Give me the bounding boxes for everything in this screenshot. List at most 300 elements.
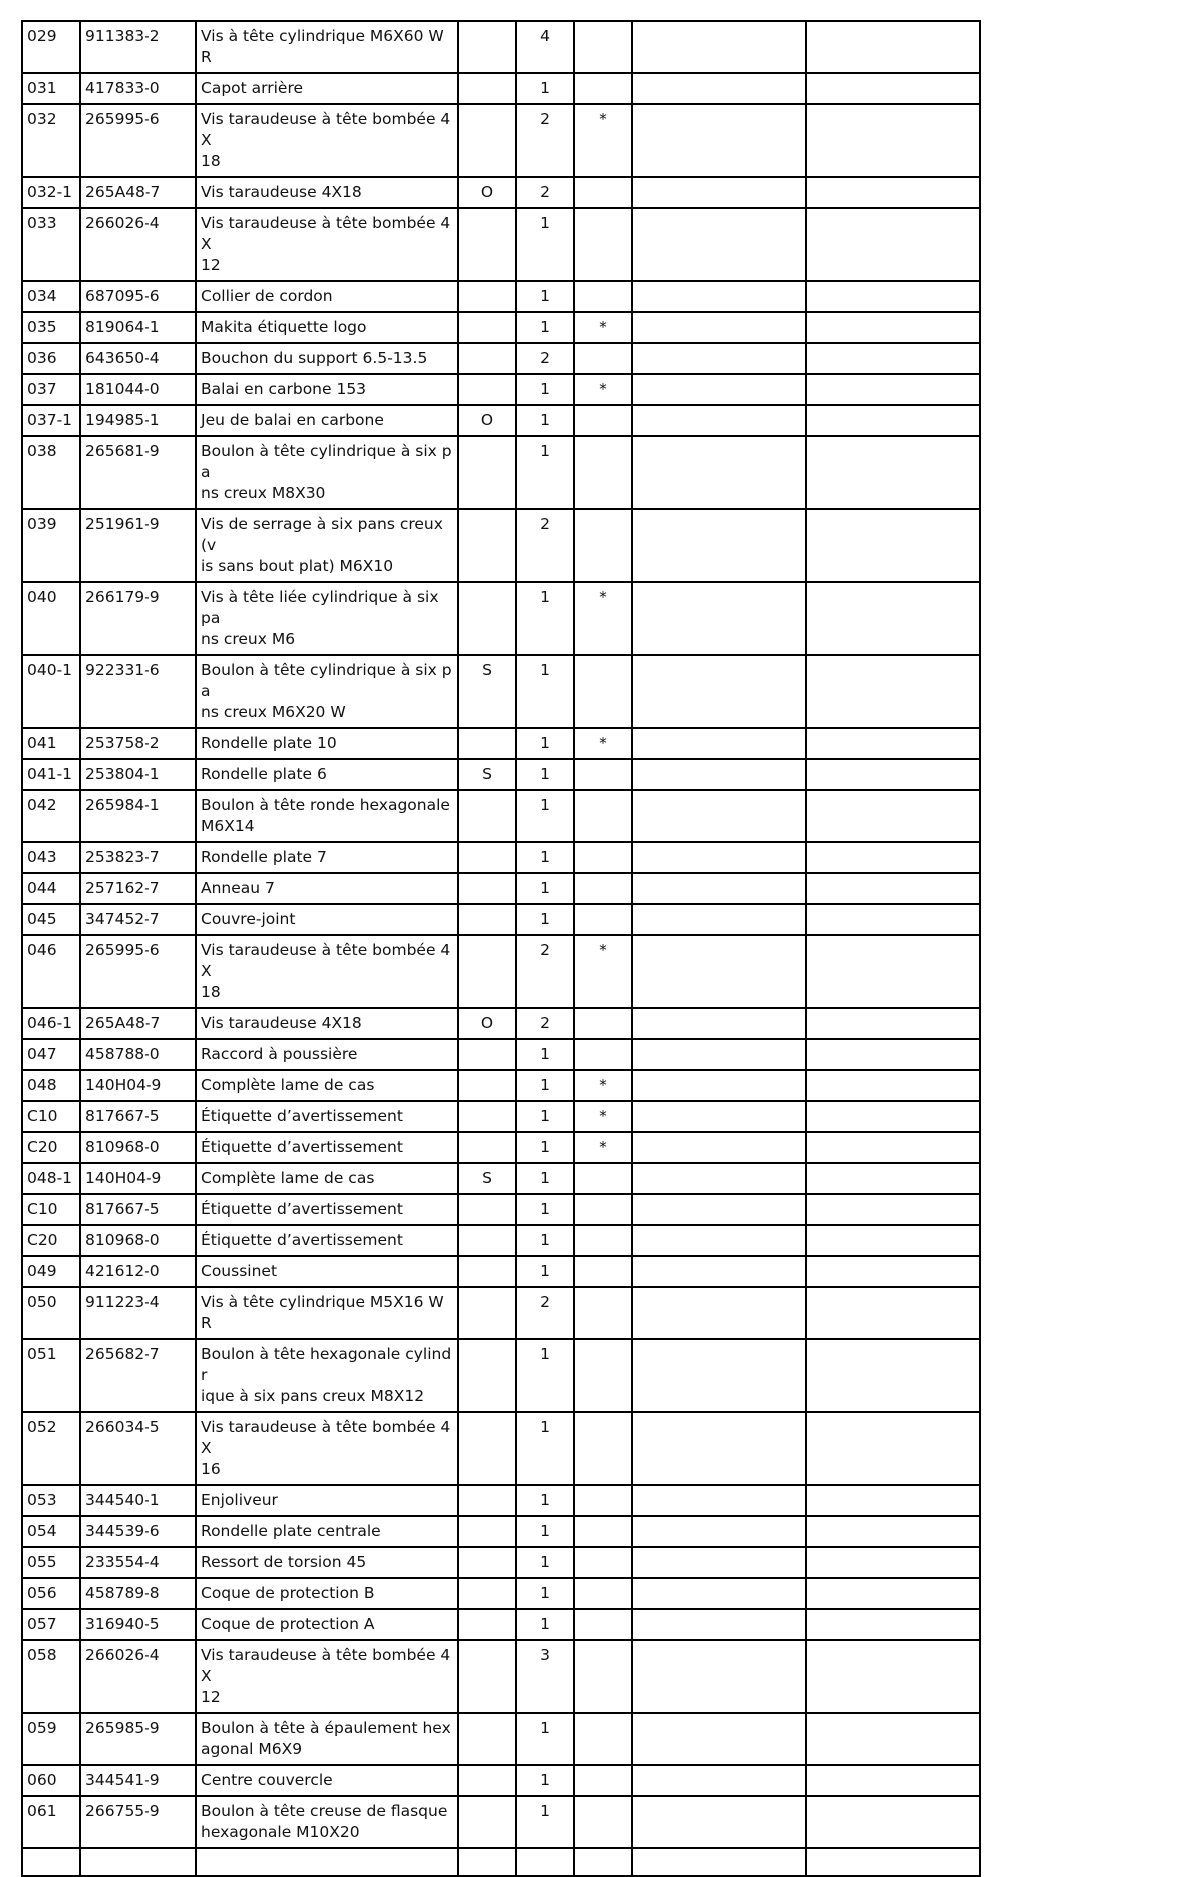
description-cell: Vis à tête cylindrique M5X16 WR — [196, 1287, 458, 1339]
description-cell: Boulon à tête creuse de flasque hexagonale M10X20 — [196, 1796, 458, 1848]
blank-column-cell — [806, 1485, 980, 1516]
part-number-cell: 417833-0 — [80, 73, 196, 104]
quantity-cell: 2 — [516, 935, 574, 1008]
note-mark-cell — [574, 1848, 632, 1876]
blank-column-cell — [806, 1256, 980, 1287]
item-number-cell: 038 — [22, 436, 80, 509]
option-code-cell: S — [458, 759, 516, 790]
note-mark-cell — [574, 436, 632, 509]
item-number-cell: 051 — [22, 1339, 80, 1412]
option-code-cell — [458, 1256, 516, 1287]
item-number-cell: C20 — [22, 1132, 80, 1163]
note-mark-cell — [574, 904, 632, 935]
note-mark-cell — [574, 655, 632, 728]
option-code-cell — [458, 1547, 516, 1578]
description-cell: Vis taraudeuse à tête bombée 4X 12 — [196, 1640, 458, 1713]
blank-column-cell — [806, 208, 980, 281]
table-row — [22, 582, 980, 655]
table-row — [22, 374, 980, 405]
blank-column-cell — [632, 374, 806, 405]
quantity-cell: 1 — [516, 873, 574, 904]
item-number-cell: 047 — [22, 1039, 80, 1070]
blank-column-cell — [806, 1516, 980, 1547]
blank-column-cell — [632, 1163, 806, 1194]
item-number-cell: 044 — [22, 873, 80, 904]
note-mark-cell — [574, 73, 632, 104]
quantity-cell: 1 — [516, 1070, 574, 1101]
blank-column-cell — [632, 405, 806, 436]
blank-column-cell — [632, 1412, 806, 1485]
note-mark-cell — [574, 1578, 632, 1609]
option-code-cell — [458, 436, 516, 509]
description-cell: Vis de serrage à six pans creux (v is sans bout plat) M6X10 — [196, 509, 458, 582]
quantity-cell: 1 — [516, 1412, 574, 1485]
part-number-cell: 253758-2 — [80, 728, 196, 759]
part-number-cell: 911383-2 — [80, 21, 196, 73]
item-number-cell: 046-1 — [22, 1008, 80, 1039]
description-cell: Boulon à tête cylindrique à six pa ns creux M8X30 — [196, 436, 458, 509]
description-cell: Étiquette d’avertissement — [196, 1132, 458, 1163]
part-number-cell — [80, 1848, 196, 1876]
description-cell: Boulon à tête hexagonale cylindr ique à six pans creux M8X12 — [196, 1339, 458, 1412]
description-cell: Boulon à tête à épaulement hex agonal M6X9 — [196, 1713, 458, 1765]
option-code-cell — [458, 343, 516, 374]
blank-column-cell — [806, 790, 980, 842]
description-cell: Vis taraudeuse à tête bombée 4X 18 — [196, 104, 458, 177]
quantity-cell: 2 — [516, 343, 574, 374]
blank-column-cell — [806, 1609, 980, 1640]
part-number-cell: 265682-7 — [80, 1339, 196, 1412]
part-number-cell: 266755-9 — [80, 1796, 196, 1848]
blank-column-cell — [632, 1547, 806, 1578]
note-mark-cell — [574, 177, 632, 208]
item-number-cell: 045 — [22, 904, 80, 935]
blank-column-cell — [806, 582, 980, 655]
item-number-cell: 034 — [22, 281, 80, 312]
item-number-cell: 040 — [22, 582, 80, 655]
quantity-cell — [516, 1848, 574, 1876]
blank-column-cell — [632, 104, 806, 177]
item-number-cell: 039 — [22, 509, 80, 582]
part-number-cell: 911223-4 — [80, 1287, 196, 1339]
table-row — [22, 1132, 980, 1163]
note-mark-cell — [574, 1516, 632, 1547]
blank-column-cell — [806, 1194, 980, 1225]
table-row — [22, 1516, 980, 1547]
table-row — [22, 1287, 980, 1339]
table-row — [22, 21, 980, 73]
note-mark-cell — [574, 21, 632, 73]
part-number-cell: 643650-4 — [80, 343, 196, 374]
option-code-cell — [458, 790, 516, 842]
note-mark-cell: * — [574, 374, 632, 405]
description-cell: Couvre-joint — [196, 904, 458, 935]
description-cell: Coque de protection A — [196, 1609, 458, 1640]
item-number-cell: 042 — [22, 790, 80, 842]
option-code-cell — [458, 104, 516, 177]
table-row — [22, 1008, 980, 1039]
quantity-cell: 1 — [516, 1578, 574, 1609]
blank-column-cell — [806, 73, 980, 104]
note-mark-cell — [574, 1194, 632, 1225]
part-number-cell: 266026-4 — [80, 208, 196, 281]
option-code-cell — [458, 1339, 516, 1412]
option-code-cell — [458, 582, 516, 655]
description-cell: Vis taraudeuse 4X18 — [196, 1008, 458, 1039]
blank-column-cell — [632, 1578, 806, 1609]
item-number-cell: 040-1 — [22, 655, 80, 728]
part-number-cell: 265984-1 — [80, 790, 196, 842]
blank-column-cell — [632, 1070, 806, 1101]
part-number-cell: 810968-0 — [80, 1225, 196, 1256]
part-number-cell: 233554-4 — [80, 1547, 196, 1578]
part-number-cell: 253823-7 — [80, 842, 196, 873]
description-cell — [196, 1848, 458, 1876]
blank-column-cell — [806, 374, 980, 405]
blank-column-cell — [806, 281, 980, 312]
item-number-cell: 061 — [22, 1796, 80, 1848]
quantity-cell: 1 — [516, 728, 574, 759]
table-row — [22, 1101, 980, 1132]
table-row — [22, 1796, 980, 1848]
table-row — [22, 759, 980, 790]
item-number-cell: 032-1 — [22, 177, 80, 208]
item-number-cell: 041-1 — [22, 759, 80, 790]
option-code-cell: S — [458, 1163, 516, 1194]
quantity-cell: 1 — [516, 312, 574, 343]
table-row — [22, 1256, 980, 1287]
option-code-cell — [458, 873, 516, 904]
part-number-cell: 344539-6 — [80, 1516, 196, 1547]
option-code-cell — [458, 1640, 516, 1713]
table-row — [22, 312, 980, 343]
blank-column-cell — [632, 1713, 806, 1765]
option-code-cell: O — [458, 177, 516, 208]
blank-column-cell — [632, 728, 806, 759]
item-number-cell: 055 — [22, 1547, 80, 1578]
item-number-cell: 049 — [22, 1256, 80, 1287]
description-cell: Rondelle plate centrale — [196, 1516, 458, 1547]
item-number-cell: C10 — [22, 1101, 80, 1132]
table-row — [22, 1713, 980, 1765]
table-row — [22, 281, 980, 312]
blank-column-cell — [632, 790, 806, 842]
note-mark-cell — [574, 1163, 632, 1194]
quantity-cell: 1 — [516, 1225, 574, 1256]
description-cell: Balai en carbone 153 — [196, 374, 458, 405]
table-row — [22, 1225, 980, 1256]
blank-column-cell — [806, 405, 980, 436]
description-cell: Vis taraudeuse à tête bombée 4X 12 — [196, 208, 458, 281]
description-cell: Ressort de torsion 45 — [196, 1547, 458, 1578]
blank-column-cell — [632, 312, 806, 343]
option-code-cell — [458, 1848, 516, 1876]
part-number-cell: 819064-1 — [80, 312, 196, 343]
item-number-cell: 053 — [22, 1485, 80, 1516]
option-code-cell — [458, 728, 516, 759]
note-mark-cell — [574, 790, 632, 842]
note-mark-cell: * — [574, 1070, 632, 1101]
blank-column-cell — [632, 1796, 806, 1848]
blank-column-cell — [632, 842, 806, 873]
blank-column-cell — [806, 1578, 980, 1609]
quantity-cell: 1 — [516, 1256, 574, 1287]
part-number-cell: 810968-0 — [80, 1132, 196, 1163]
description-cell: Jeu de balai en carbone — [196, 405, 458, 436]
blank-column-cell — [806, 1225, 980, 1256]
note-mark-cell: * — [574, 1132, 632, 1163]
description-cell: Bouchon du support 6.5-13.5 — [196, 343, 458, 374]
quantity-cell: 1 — [516, 904, 574, 935]
table-row — [22, 1578, 980, 1609]
blank-column-cell — [632, 1132, 806, 1163]
option-code-cell — [458, 1609, 516, 1640]
table-row — [22, 873, 980, 904]
quantity-cell: 1 — [516, 1609, 574, 1640]
option-code-cell — [458, 1765, 516, 1796]
quantity-cell: 2 — [516, 1008, 574, 1039]
blank-column-cell — [632, 1339, 806, 1412]
description-cell: Étiquette d’avertissement — [196, 1194, 458, 1225]
note-mark-cell — [574, 509, 632, 582]
note-mark-cell — [574, 759, 632, 790]
quantity-cell: 1 — [516, 1101, 574, 1132]
part-number-cell: 181044-0 — [80, 374, 196, 405]
option-code-cell — [458, 1132, 516, 1163]
blank-column-cell — [806, 1039, 980, 1070]
blank-column-cell — [806, 728, 980, 759]
item-number-cell: 041 — [22, 728, 80, 759]
option-code-cell — [458, 1039, 516, 1070]
note-mark-cell — [574, 208, 632, 281]
blank-column-cell — [806, 1008, 980, 1039]
blank-column-cell — [632, 582, 806, 655]
description-cell: Étiquette d’avertissement — [196, 1225, 458, 1256]
option-code-cell — [458, 935, 516, 1008]
blank-column-cell — [632, 1194, 806, 1225]
description-cell: Vis à tête cylindrique M6X60 WR — [196, 21, 458, 73]
quantity-cell: 1 — [516, 436, 574, 509]
option-code-cell — [458, 1287, 516, 1339]
option-code-cell — [458, 1412, 516, 1485]
option-code-cell — [458, 374, 516, 405]
blank-column-cell — [806, 21, 980, 73]
item-number-cell — [22, 1848, 80, 1876]
blank-column-cell — [632, 177, 806, 208]
table-row — [22, 436, 980, 509]
quantity-cell: 1 — [516, 1132, 574, 1163]
description-cell: Centre couvercle — [196, 1765, 458, 1796]
item-number-cell: 033 — [22, 208, 80, 281]
blank-column-cell — [806, 1412, 980, 1485]
note-mark-cell — [574, 842, 632, 873]
description-cell: Collier de cordon — [196, 281, 458, 312]
option-code-cell — [458, 73, 516, 104]
table-row — [22, 405, 980, 436]
note-mark-cell: * — [574, 104, 632, 177]
item-number-cell: 037 — [22, 374, 80, 405]
quantity-cell: 1 — [516, 1547, 574, 1578]
note-mark-cell: * — [574, 1101, 632, 1132]
part-number-cell: 265995-6 — [80, 935, 196, 1008]
part-number-cell: 265681-9 — [80, 436, 196, 509]
note-mark-cell — [574, 1039, 632, 1070]
blank-column-cell — [632, 655, 806, 728]
blank-column-cell — [806, 1101, 980, 1132]
quantity-cell: 1 — [516, 73, 574, 104]
description-cell: Complète lame de cas — [196, 1070, 458, 1101]
item-number-cell: 046 — [22, 935, 80, 1008]
table-row — [22, 1194, 980, 1225]
quantity-cell: 1 — [516, 1765, 574, 1796]
table-row — [22, 1547, 980, 1578]
description-cell: Coussinet — [196, 1256, 458, 1287]
blank-column-cell — [632, 904, 806, 935]
item-number-cell: 058 — [22, 1640, 80, 1713]
part-number-cell: 316940-5 — [80, 1609, 196, 1640]
item-number-cell: 059 — [22, 1713, 80, 1765]
note-mark-cell: * — [574, 935, 632, 1008]
description-cell: Boulon à tête ronde hexagonale M6X14 — [196, 790, 458, 842]
blank-column-cell — [806, 873, 980, 904]
blank-column-cell — [632, 1008, 806, 1039]
blank-column-cell — [806, 1339, 980, 1412]
part-number-cell: 421612-0 — [80, 1256, 196, 1287]
part-number-cell: 347452-7 — [80, 904, 196, 935]
blank-column-cell — [632, 21, 806, 73]
table-row — [22, 842, 980, 873]
quantity-cell: 1 — [516, 1516, 574, 1547]
item-number-cell: 032 — [22, 104, 80, 177]
option-code-cell — [458, 208, 516, 281]
description-cell: Rondelle plate 7 — [196, 842, 458, 873]
item-number-cell: 043 — [22, 842, 80, 873]
parts-list-table — [21, 20, 981, 1877]
option-code-cell — [458, 509, 516, 582]
note-mark-cell — [574, 1287, 632, 1339]
part-number-cell: 344541-9 — [80, 1765, 196, 1796]
part-number-cell: 458788-0 — [80, 1039, 196, 1070]
quantity-cell: 2 — [516, 509, 574, 582]
option-code-cell — [458, 904, 516, 935]
note-mark-cell — [574, 1547, 632, 1578]
table-row — [22, 1765, 980, 1796]
blank-column-cell — [806, 436, 980, 509]
option-code-cell — [458, 1796, 516, 1848]
blank-column-cell — [632, 1101, 806, 1132]
blank-column-cell — [806, 759, 980, 790]
blank-column-cell — [632, 208, 806, 281]
blank-column-cell — [806, 1765, 980, 1796]
table-row — [22, 728, 980, 759]
blank-column-cell — [632, 509, 806, 582]
quantity-cell: 1 — [516, 655, 574, 728]
blank-column-cell — [632, 1287, 806, 1339]
part-number-cell: 140H04-9 — [80, 1163, 196, 1194]
part-number-cell: 687095-6 — [80, 281, 196, 312]
item-number-cell: 052 — [22, 1412, 80, 1485]
part-number-cell: 458789-8 — [80, 1578, 196, 1609]
option-code-cell — [458, 1713, 516, 1765]
description-cell: Coque de protection B — [196, 1578, 458, 1609]
blank-column-cell — [632, 281, 806, 312]
item-number-cell: 060 — [22, 1765, 80, 1796]
note-mark-cell — [574, 1008, 632, 1039]
option-code-cell — [458, 312, 516, 343]
quantity-cell: 1 — [516, 281, 574, 312]
table-row — [22, 104, 980, 177]
description-cell: Vis à tête liée cylindrique à six pa ns creux M6 — [196, 582, 458, 655]
blank-column-cell — [632, 1609, 806, 1640]
note-mark-cell: * — [574, 728, 632, 759]
part-number-cell: 265985-9 — [80, 1713, 196, 1765]
part-number-cell: 194985-1 — [80, 405, 196, 436]
table-row — [22, 208, 980, 281]
description-cell: Vis taraudeuse 4X18 — [196, 177, 458, 208]
option-code-cell — [458, 21, 516, 73]
quantity-cell: 2 — [516, 177, 574, 208]
description-cell: Rondelle plate 6 — [196, 759, 458, 790]
blank-column-cell — [632, 935, 806, 1008]
note-mark-cell — [574, 1256, 632, 1287]
note-mark-cell — [574, 405, 632, 436]
part-number-cell: 266026-4 — [80, 1640, 196, 1713]
note-mark-cell — [574, 1609, 632, 1640]
blank-column-cell — [632, 1256, 806, 1287]
note-mark-cell — [574, 1485, 632, 1516]
blank-column-cell — [806, 935, 980, 1008]
blank-column-cell — [806, 509, 980, 582]
quantity-cell: 1 — [516, 1339, 574, 1412]
table-row — [22, 935, 980, 1008]
table-row — [22, 1163, 980, 1194]
blank-column-cell — [632, 343, 806, 374]
quantity-cell: 1 — [516, 759, 574, 790]
blank-column-cell — [806, 842, 980, 873]
quantity-cell: 2 — [516, 104, 574, 177]
part-number-cell: 140H04-9 — [80, 1070, 196, 1101]
option-code-cell — [458, 1225, 516, 1256]
blank-column-cell — [806, 177, 980, 208]
note-mark-cell — [574, 1225, 632, 1256]
table-row — [22, 790, 980, 842]
option-code-cell: S — [458, 655, 516, 728]
item-number-cell: 037-1 — [22, 405, 80, 436]
part-number-cell: 344540-1 — [80, 1485, 196, 1516]
blank-column-cell — [806, 655, 980, 728]
quantity-cell: 1 — [516, 1485, 574, 1516]
description-cell: Complète lame de cas — [196, 1163, 458, 1194]
table-row — [22, 1070, 980, 1101]
table-row — [22, 655, 980, 728]
item-number-cell: 029 — [22, 21, 80, 73]
blank-column-cell — [806, 904, 980, 935]
note-mark-cell — [574, 281, 632, 312]
blank-column-cell — [806, 1796, 980, 1848]
option-code-cell: O — [458, 1008, 516, 1039]
description-cell: Boulon à tête cylindrique à six pa ns creux M6X20 W — [196, 655, 458, 728]
table-row — [22, 343, 980, 374]
note-mark-cell — [574, 873, 632, 904]
item-number-cell: 035 — [22, 312, 80, 343]
part-number-cell: 817667-5 — [80, 1194, 196, 1225]
part-number-cell: 265995-6 — [80, 104, 196, 177]
quantity-cell: 1 — [516, 208, 574, 281]
item-number-cell: C20 — [22, 1225, 80, 1256]
option-code-cell — [458, 281, 516, 312]
blank-column-cell — [806, 1713, 980, 1765]
description-cell: Capot arrière — [196, 73, 458, 104]
